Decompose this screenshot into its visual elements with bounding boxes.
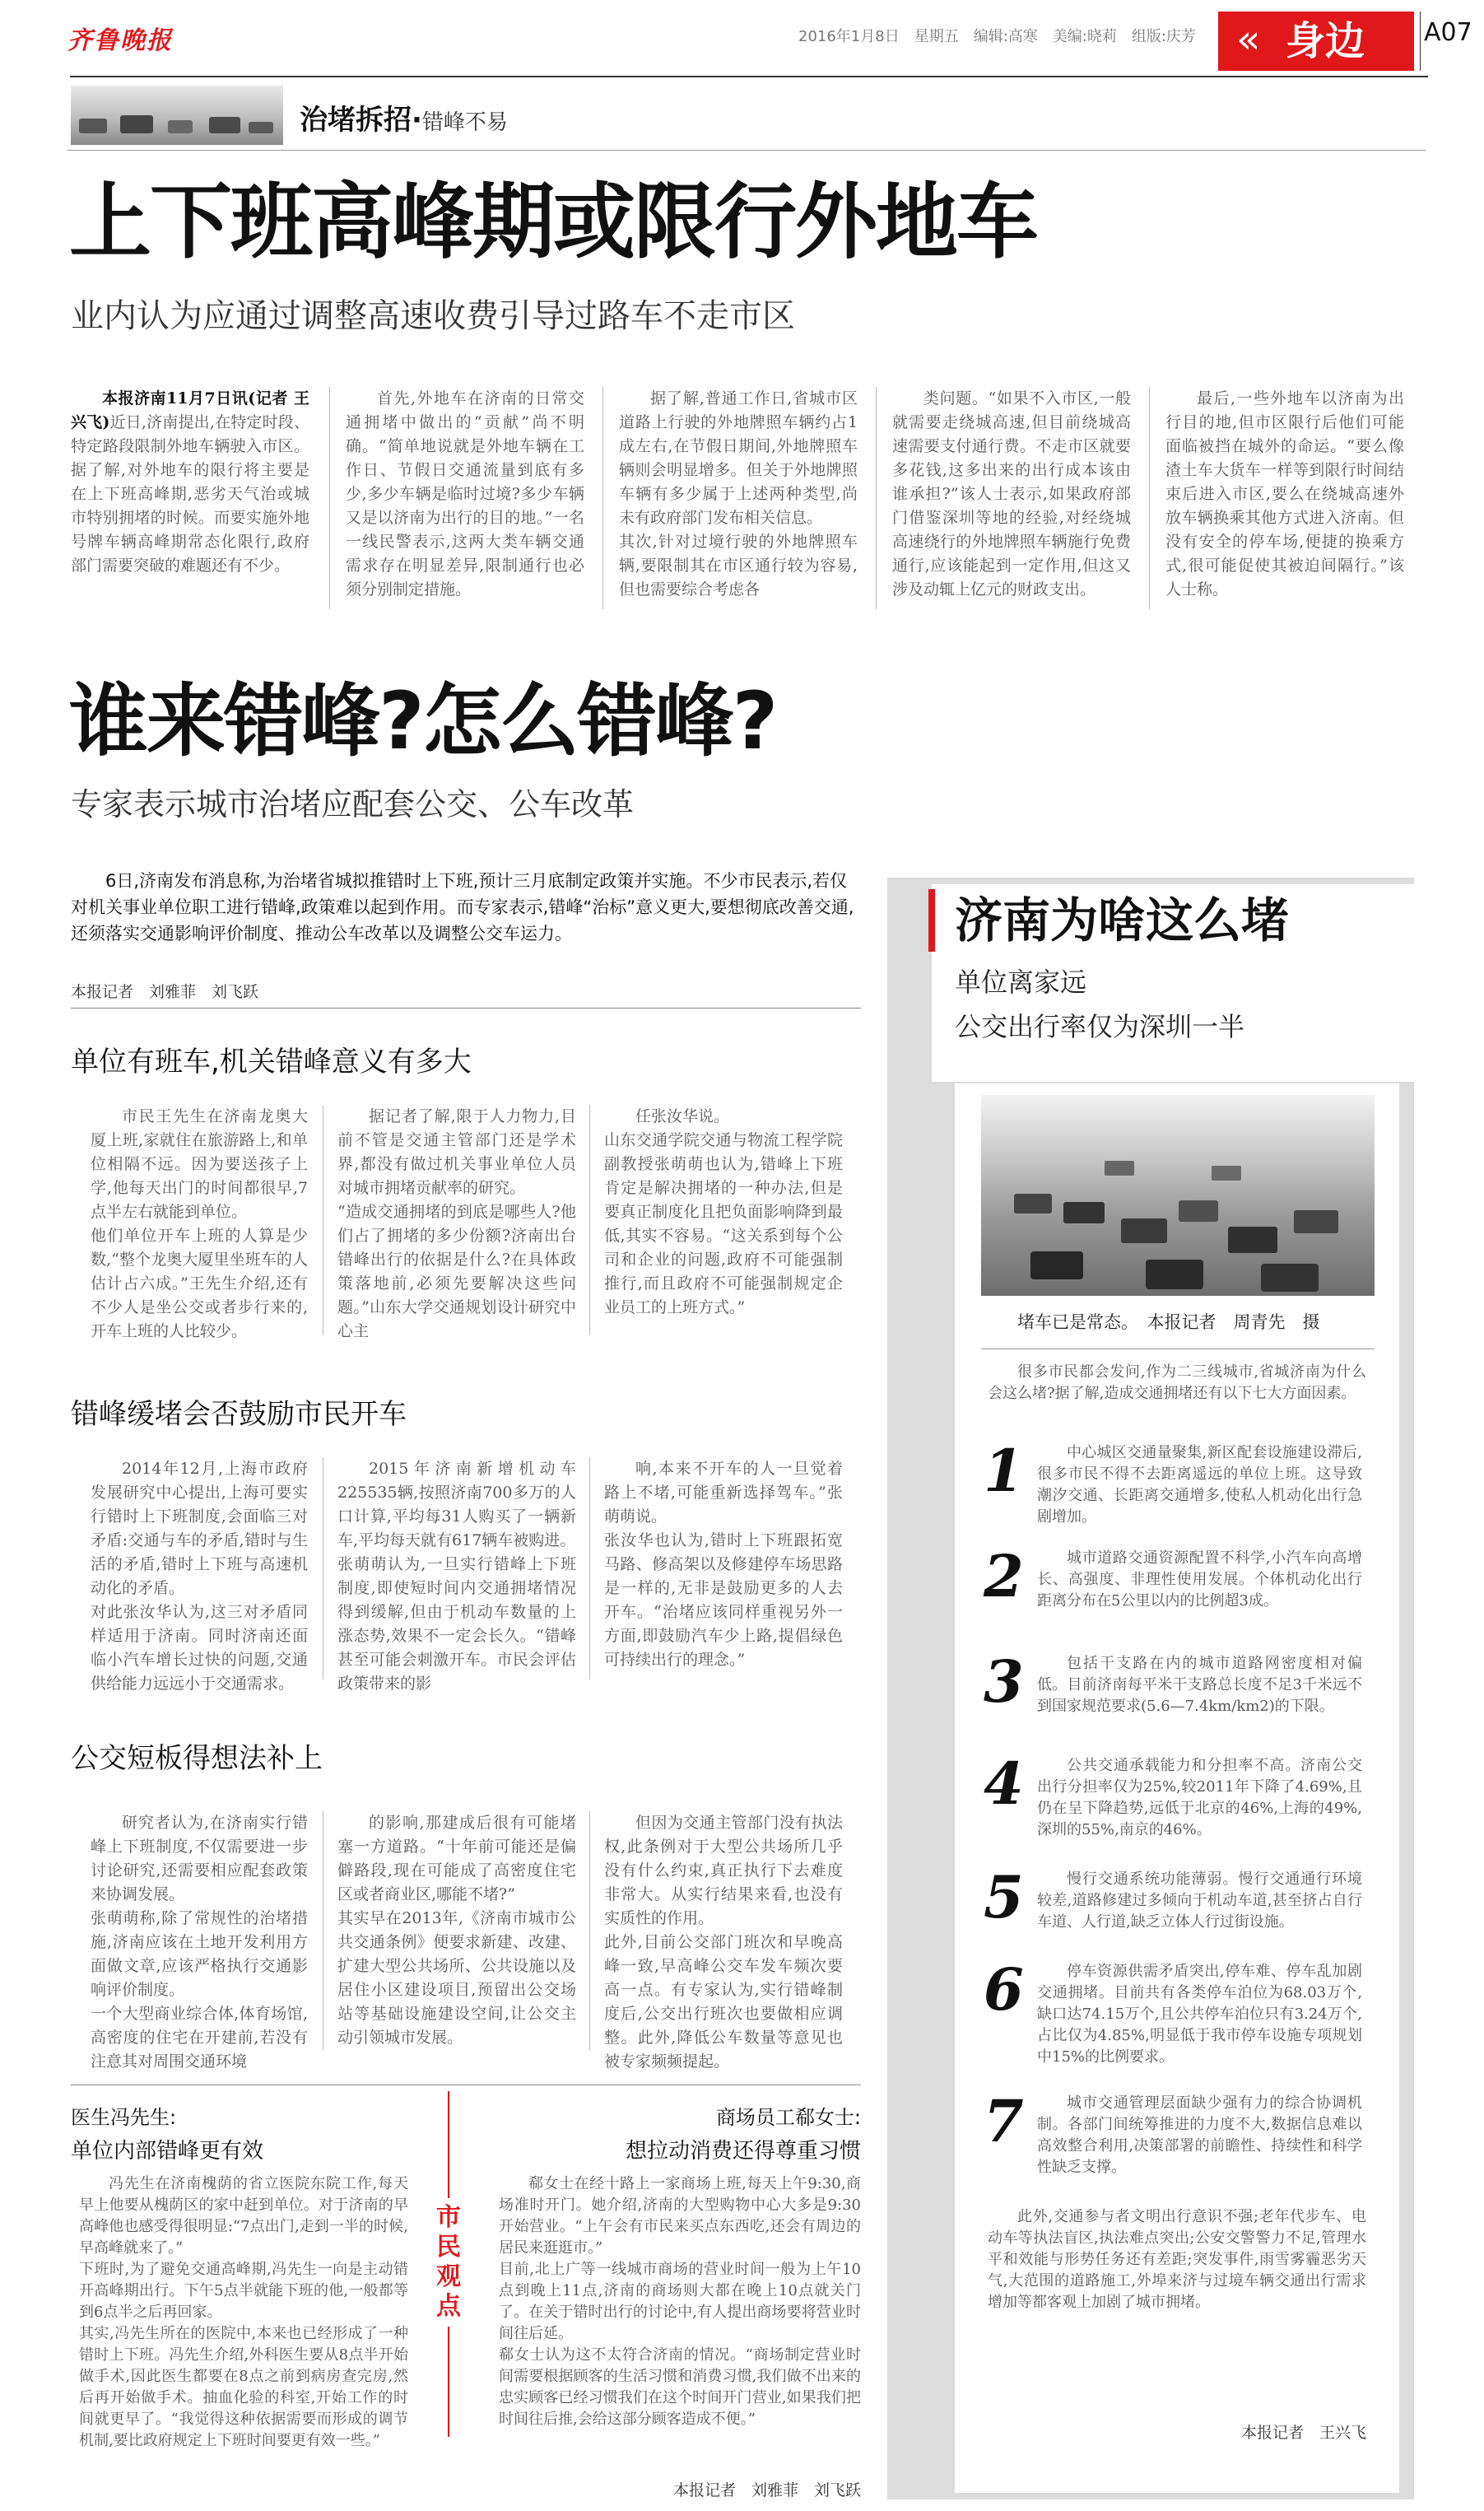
item-number: 3	[984, 1647, 1024, 1716]
masthead	[0, 0, 1484, 79]
masthead-divider	[1420, 12, 1421, 71]
sec3-col3	[604, 1811, 843, 2074]
topic-rule	[67, 150, 1426, 151]
voices-vertical-label	[428, 2091, 469, 2437]
voice-right-headline: 想拉动消费还得尊重习惯	[625, 2139, 861, 2164]
byline-rule	[71, 1008, 861, 1009]
section-title-3: 公交短板得想法补上	[71, 1742, 323, 1775]
sec1-col2	[337, 1105, 576, 1344]
voice-left-text	[79, 2173, 408, 2452]
voice-left-body: 冯先生在济南槐荫的省立医院东院工作,每天早上他要从槐荫区的家中赶到单位。对于济南的早高峰他也感受得很明显:“7点出门,走到一半的时候,早高峰就来了。” 下班时,为了避免交通高峰期,冯先生一向是主动错开高峰期出行。下午5点半就能下班的他,一般都等到6点半之后再回家。 其实,冯先生所在的医院中,本来也已经形成了一种错时上下班。冯先生介绍,外科医生要从8点半开始做手术,因此医生都要在8点之前到病房查完房,然后再开始做手术。抽血化验的科室,开始工作的时间就更早了。“我觉得这种依据需要而形成的调节机制,要比政府规定上下班时间要更有效一些。”	[79, 2175, 408, 2449]
col-divider	[876, 387, 877, 609]
masthead-meta: 2016年1月8日 星期五 编辑:高寒 美编:晓莉 组版:庆芳	[798, 28, 1196, 45]
item-text: 公共交通承载能力和分担率不高。济南公交出行分担率仅为25%,较2011年下降了4.69%,且仍在呈下降趋势,远低于北京的46%,上海的49%,深圳的55%,南京的46%。	[1037, 1757, 1362, 1838]
story1-col5-text: 最后,一些外地车以济南为出行目的地,但市区限行后他们可能面临被挡在城外的命运。“要么像渣土车大货车一样等到限行时间结束后进入市区,要么在绕城高速外放车辆换乘其他方式进入济南。但没有安全的停车场,便捷的换乘方式,很可能促使其被迫间隔行。”该人士称。	[1165, 389, 1404, 599]
sec3-col1	[91, 1811, 308, 2074]
item-number: 6	[984, 1955, 1024, 2024]
story1-headline: 上下班高峰期或限行外地车	[69, 174, 1037, 270]
sidebar-closing-text: 此外,交通参与者文明出行意识不强;老年代步车、电动车等执法盲区,执法难点突出;公安交警警力不足,管理水平和效能与形势任务还有差距;突发事件,雨雪雾霾恶劣天气,大范围的道路施工,外埠来济与过境车辆交通出行需求增加等都客观上加剧了城市拥堵。	[988, 2208, 1366, 2311]
topic-banner	[67, 81, 734, 151]
voices-label: 市民观点	[435, 2198, 463, 2327]
voice-right-body: 郗女士在经十路上一家商场上班,每天上午9:30,商场准时开门。她介绍,济南的大型购物中心大多是9:30开始营业。“上午会有市民来买点东西吃,还会有周边的居民来逛逛市。” 目前,北上广等一线城市商场的营业时间一般为上午10点到晚上11点,济南的商场则大都在晚上10点就关门了。在关于错时出行的讨论中,有人提出商场要将营业时间往后延。 郗女士认为这不太符合济南的情况。“商场制定营业时间需要根据顾客的生活习惯和消费习惯,我们做不出来的忠实顾客已经习惯我们在这个时间开门营业,如果我们把时间往后推,会给这部分顾客造成不便。”	[499, 2175, 861, 2428]
topic-main: 治堵拆招	[300, 104, 412, 137]
sec3-col1-text: 研究者认为,在济南实行错峰上下班制度,不仅需要进一步讨论研究,还需要相应配套政策来协调发展。 张萌萌称,除了常规性的治堵措施,济南应该在土地开发利用方面做文章,应该严格执行交通影响评价制度。 一个大型商业综合体,体育场馆,高密度的住宅在开建前,若没有注意其对周围交通环境	[91, 1814, 308, 2071]
sec3-col2-text: 的影响,那建成后很有可能堵塞一方道路。“十年前可能还是偏僻路段,现在可能成了高密度住宅区或者商业区,哪能不堵?” 其实早在2013年,《济南市城市公共交通条例》便要求新建、改建、扩建大型公共场所、公共设施以及居住小区建设项目,预留出公交场站等基础设施建设空间,让公交主动引领城市发展。	[337, 1814, 576, 2047]
topic-dot: ·	[412, 104, 422, 137]
sec1-col2-text: 据记者了解,限于人力物力,目前不管是交通主管部门还是学术界,都没有做过机关事业单位人员对城市拥堵贡献率的研究。 “造成交通拥堵的到底是哪些人?他们占了拥堵的多少份额?济南出台错峰出行的依据是什么?在具体政策落地前,必须先要解决这些问题。”山东大学交通规划设计研究中心主	[337, 1107, 576, 1340]
col-divider	[1149, 387, 1150, 609]
story1-dateline: 本报济南11月7日讯(记者 王兴飞)	[71, 389, 309, 431]
sidebar-intro	[988, 1362, 1366, 1405]
story1-subheadline: 业内认为应通过调整高速收费引导过路车不走市区	[71, 297, 795, 335]
sec2-col2	[337, 1457, 576, 1696]
col-divider	[602, 387, 603, 609]
sec2-col1-text: 2014年12月,上海市政府发展研究中心提出,上海可要实行错时上下班制度,会面临三对矛盾:交通与车的矛盾,错时与生活的矛盾,错时上下班与高速机动化的矛盾。 对此张汝华认为,这三对矛盾同样适用于济南。同时济南还面临小汽车增长过快的问题,交通供给能力远远小于交通需求。	[91, 1460, 308, 1693]
voice-right-who: 商场员工郗女士:	[715, 2106, 861, 2129]
masthead-rule	[70, 76, 1428, 77]
story1-col4	[892, 387, 1131, 602]
sidebar-accent-bar	[928, 889, 935, 952]
item-text: 城市交通管理层面缺少强有力的综合协调机制。各部门间统筹推进的力度不大,数据信息难以高效整合利用,决策部署的前瞻性、持续性和科学性缺乏支撑。	[1037, 2094, 1362, 2176]
sec3-col3-text: 但因为交通主管部门没有执法权,此条例对于大型公共场所几乎没有什么约束,真正执行下去难度非常大。从实行结果来看,也没有实质性的作用。 此外,目前公交部门班次和早晚高峰一致,早高峰公交车发车频次要高一点。有专家认为,实行错峰制度后,公交出行班次也要做相应调整。此外,降低公车数量等意见也被专家频频提起。	[604, 1814, 843, 2071]
item-text: 慢行交通系统功能薄弱。慢行交通通行环境较差,道路修建过多倾向于机动车道,甚至挤占自行车道、人行道,缺乏立体人行过街设施。	[1037, 1870, 1362, 1931]
voice-right-byline: 本报记者 刘雅菲 刘飞跃	[672, 2481, 861, 2499]
sec1-col3-text: 任张汝华说。 山东交通学院交通与物流工程学院副教授张萌萌也认为,错峰上下班肯定是解决拥堵的一种办法,但是要真正制度化且把负面影响降到最低,其实不容易。“这关系到每个公司和企业的问题,政府不可能强制推行,而且政府不可能强制规定企业员工的上班方式。”	[604, 1107, 843, 1316]
chevron-left-icon: «	[1236, 16, 1261, 63]
topic-label	[300, 97, 508, 137]
topic-sub: 错峰不易	[421, 110, 508, 135]
sec2-col3-text: 响,本来不开车的人一旦觉着路上不堵,可能重新选择驾车。”张萌萌说。 张汝华也认为,错时上下班跟拓宽马路、修高架以及修建停车场思路是一样的,无非是鼓励更多的人去开车。“治堵应该同样重视另外一方面,即鼓励汽车少上路,提倡绿色可持续出行的理念。”	[604, 1460, 843, 1669]
item-text: 停车资源供需矛盾突出,停车难、停车乱加剧交通拥堵。目前共有各类停车泊位为68.03万个,缺口达74.15万个,且公共停车泊位只有3.24万个,占比仅为4.85%,明显低于我市停车设施专项规划中15%的比例要求。	[1037, 1963, 1362, 2066]
story1-col2-text: 首先,外地车在济南的日常交通拥堵中做出的“贡献”尚不明确。“简单地说就是外地车辆在工作日、节假日交通流量到底有多少,多少车辆是临时过境?多少车辆又是以济南为出行的目的地。”一名一线民警表示,这两大类车辆交通需求存在明显差异,限制通行也必须分别制定措施。	[346, 389, 584, 599]
col-divider	[589, 1457, 590, 1679]
story1-col3-text: 据了解,普通工作日,省城市区道路上行驶的外地牌照车辆约占1成左右,在节假日期间,外地牌照车辆则会明显增多。但关于外地牌照车辆有多少属于上述两种类型,尚未有政府部门发布相关信息。 其次,针对过境行驶的外地牌照车辆,要限制其在市区通行较为容易,但也需要综合考虑各	[619, 389, 858, 599]
item-number: 4	[984, 1749, 1024, 1818]
topic-photo	[71, 86, 283, 145]
section-name: 身边	[1286, 18, 1365, 64]
section-title-1: 单位有班车,机关错峰意义有多大	[71, 1046, 472, 1078]
story2-lead: 6日,济南发布消息称,为治堵省城拟推错时上下班,预计三月底制定政策并实施。不少市民表示,若仅对机关事业单位职工进行错峰,政策难以起到作用。而专家表示,错峰“治标”意义更大,要想彻底改善交通,还须落实交通影响评价制度、推动公车改革以及调整公交车运力。	[71, 871, 854, 943]
voice-left-who: 医生冯先生:	[71, 2106, 177, 2129]
sidebar-photo	[981, 1095, 1375, 1296]
page-number: A07	[1424, 18, 1472, 47]
sec1-col1	[91, 1105, 308, 1344]
story1-col3	[619, 387, 858, 602]
sec2-col2-text: 2015年济南新增机动车225535辆,按照济南700多万的人口计算,平均每31人购买了一辆新车,平均每天就有617辆车被购进。 张萌萌认为,一旦实行错峰上下班制度,即使短时间内交通拥堵情况得到缓解,但由于机动车数量的上涨态势,效果不一定会长久。“错峰甚至可能会刺激开车。市民会评估政策带来的影	[337, 1460, 576, 1693]
sec1-col1-text: 市民王先生在济南龙奥大厦上班,家就住在旅游路上,和单位相隔不远。因为要送孩子上学,他每天出门的时间都很早,7点半左右就能到单位。 他们单位开车上班的人算是少数,“整个龙奥大厦里坐班车的人估计占六成。”王先生介绍,还有不少人是坐公交或者步行来的,开车上班的人比较少。	[91, 1107, 308, 1340]
story2-subheadline: 专家表示城市治堵应配套公交、公车改革	[71, 786, 635, 822]
voice-left-headline: 单位内部错峰更有效	[71, 2139, 264, 2164]
story1-col1	[71, 387, 309, 578]
sec2-col3	[604, 1457, 843, 1672]
col-divider	[329, 387, 330, 609]
item-number: 5	[984, 1863, 1024, 1931]
story1-col5	[1165, 387, 1404, 602]
item-number: 7	[984, 2087, 1024, 2155]
story2-headline: 谁来错峰?怎么错峰?	[69, 675, 777, 767]
sidebar-sub2: 公交出行率仅为深圳一半	[955, 1011, 1245, 1042]
item-text: 中心城区交通量聚集,新区配套设施建设滞后,很多市民不得不去距离遥远的单位上班。这导致潮汐交通、长距离交通增多,使私人机动化出行急剧增加。	[1037, 1444, 1362, 1526]
sec2-col1	[91, 1457, 308, 1696]
story2-byline: 本报记者 刘雅菲 刘飞跃	[71, 983, 259, 1001]
section-tab	[1218, 12, 1414, 71]
sidebar-sub1: 单位离家远	[955, 967, 1087, 998]
story1-col2	[346, 387, 584, 602]
item-number: 1	[984, 1437, 1024, 1505]
item-text: 城市道路交通资源配置不科学,小汽车向高增长、高强度、非理性使用发展。个体机动化出行距离分布在5公里以内的比例超3成。	[1037, 1549, 1362, 1610]
col-divider	[589, 1811, 590, 2050]
story1-col1-text: 近日,济南提出,在特定时段、特定路段限制外地车辆驶入市区。据了解,对外地车的限行将主要是在上下班高峰期,恶劣天气治或城市特别拥堵的时候。而要实施外地号牌车辆高峰期常态化限行,政府部门需要突破的难题还有不少。	[71, 413, 309, 575]
item-number: 2	[984, 1542, 1024, 1610]
section-title-2: 错峰缓堵会否鼓励市民开车	[71, 1398, 407, 1431]
sidebar-closing	[988, 2206, 1366, 2313]
sec1-col3	[604, 1105, 843, 1320]
paper-logo: 齐鲁晚报	[67, 26, 173, 55]
sidebar-title: 济南为啥这么堵	[955, 892, 1290, 948]
col-divider	[589, 1105, 590, 1335]
sidebar-photo-caption: 堵车已是常态。 本报记者 周青先 摄	[1017, 1312, 1320, 1332]
item-text: 包括干支路在内的城市道路网密度相对偏低。目前济南每平米干支路总长度不足3千米远不到国家规范要求(5.6—7.4km/km2)的下限。	[1037, 1655, 1362, 1715]
sec3-col2	[337, 1811, 576, 2050]
sidebar-byline: 本报记者 王兴飞	[1240, 2424, 1366, 2442]
sidebar-intro-text: 很多市民都会发问,作为二三线城市,省城济南为什么会这么堵?据了解,造成交通拥堵还有以下七大方面因素。	[988, 1363, 1366, 1402]
voice-right-text	[499, 2173, 861, 2430]
story1-col4-text: 类问题。“如果不入市区,一般就需要走绕城高速,但目前绕城高速需要支付通行费。不走市区就要多花钱,这多出来的出行成本该由谁承担?”该人士表示,如果政府部门借鉴深圳等地的经验,对经绕城高速绕行的外地牌照车辆施行免费通行,应该能起到一定作用,但这又涉及动辄上亿元的财政支出。	[892, 389, 1131, 599]
